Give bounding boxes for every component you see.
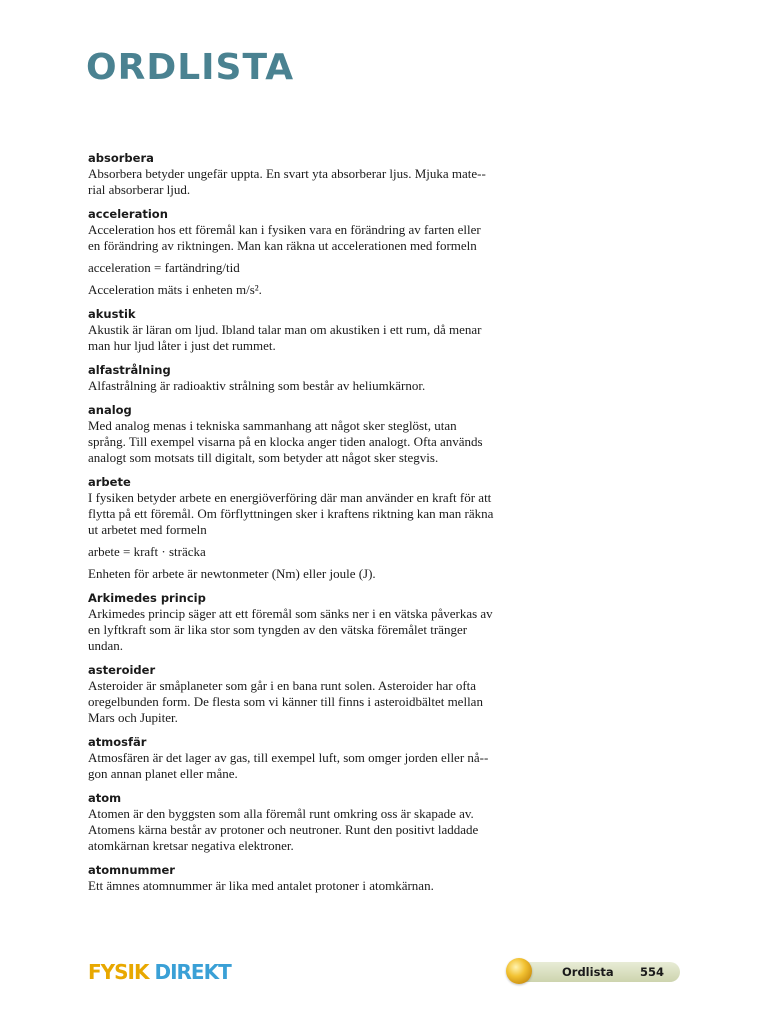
glossary-term: Arkimedes princip <box>88 591 206 605</box>
glossary-entry <box>88 662 496 726</box>
logo-direkt-text: DIREKT <box>154 960 231 984</box>
glossary-definition: Alfastrålning är radioaktiv strålning som består av heliumkärnor. <box>88 378 426 393</box>
glossary-definition: acceleration = fartändring/tid <box>88 260 240 275</box>
glossary-term: asteroider <box>88 663 156 677</box>
glossary-entry <box>88 402 496 466</box>
glossary-term: atomnummer <box>88 863 175 877</box>
glossary-definition: Enheten för arbete är newtonmeter (Nm) eller joule (J). <box>88 566 376 581</box>
glossary-definition: arbete = kraft · sträcka <box>88 544 206 559</box>
logo-fysik-text: FYSIK <box>88 960 149 984</box>
glossary-term: arbete <box>88 475 131 489</box>
glossary-entry <box>88 150 496 198</box>
glossary-definition: Akustik är läran om ljud. Ibland talar man om akustiken i ett rum, då menar man hur ljud låter i just det rummet. <box>88 322 482 353</box>
glossary-entry <box>88 734 496 782</box>
glossary-entry <box>88 790 496 854</box>
glossary-entry <box>88 306 496 354</box>
glossary-list <box>88 150 496 902</box>
glossary-definition: Arkimedes princip säger att ett föremål som sänks ner i en vätska påverkas av en lyftkraft som är lika stor som tyngden av den vätska föremålet tränger undan. <box>88 606 493 653</box>
glossary-term: alfastrålning <box>88 363 171 377</box>
glossary-definition: Absorbera betyder ungefär uppta. En svart yta absorberar ljus. Mjuka mate-rial absorberar ljud. <box>88 166 486 197</box>
page-title: ORDLISTA <box>86 47 295 88</box>
glossary-entry <box>88 362 496 394</box>
glossary-term: atom <box>88 791 122 805</box>
page-number: 554 <box>640 965 665 979</box>
glossary-definition: I fysiken betyder arbete en energiöverföring där man använder en kraft för att flytta på ett föremål. Om förflyttningen sker i kraftens riktning kan man räkna ut arbetet med formeln <box>88 490 494 537</box>
glossary-entry <box>88 862 496 894</box>
glossary-entry <box>88 590 496 654</box>
glossary-term: analog <box>88 403 132 417</box>
glossary-definition: Atmosfären är det lager av gas, till exempel luft, som omger jorden eller nå-gon annan planet eller måne. <box>88 750 489 781</box>
section-page-tab <box>512 962 680 982</box>
glossary-definition: Med analog menas i tekniska sammanhang att något sker steglöst, utan språng. Till exempel visarna på en klocka anger tiden analogt. Ofta används analogt som motsats till digitalt, som betyder att något sker stegvis. <box>88 418 483 465</box>
glossary-definition: Atomen är den byggsten som alla föremål runt omkring oss är skapade av. Atomens kärna består av protoner och neutroner. Runt den positivt laddade atomkärnan kretsar negativa elektroner. <box>88 806 479 853</box>
glossary-definition: Acceleration hos ett föremål kan i fysiken vara en förändring av farten eller en förändring av riktningen. Man kan räkna ut accelerationen med formeln <box>88 222 481 253</box>
glossary-definition: Asteroider är småplaneter som går i en bana runt solen. Asteroider har ofta oregelbunden form. De flesta som vi känner till finns i asteroidbältet mellan Mars och Jupiter. <box>88 678 483 725</box>
glossary-term: absorbera <box>88 151 154 165</box>
glossary-definition: Ett ämnes atomnummer är lika med antalet protoner i atomkärnan. <box>88 878 434 893</box>
glossary-term: acceleration <box>88 207 168 221</box>
glossary-term: akustik <box>88 307 136 321</box>
section-label: Ordlista <box>562 965 614 979</box>
glossary-entry <box>88 474 496 582</box>
glossary-definition: Acceleration mäts i enheten m/s². <box>88 282 262 297</box>
coin-icon <box>506 958 532 984</box>
book-logo <box>88 960 231 984</box>
glossary-term: atmosfär <box>88 735 147 749</box>
glossary-entry <box>88 206 496 298</box>
